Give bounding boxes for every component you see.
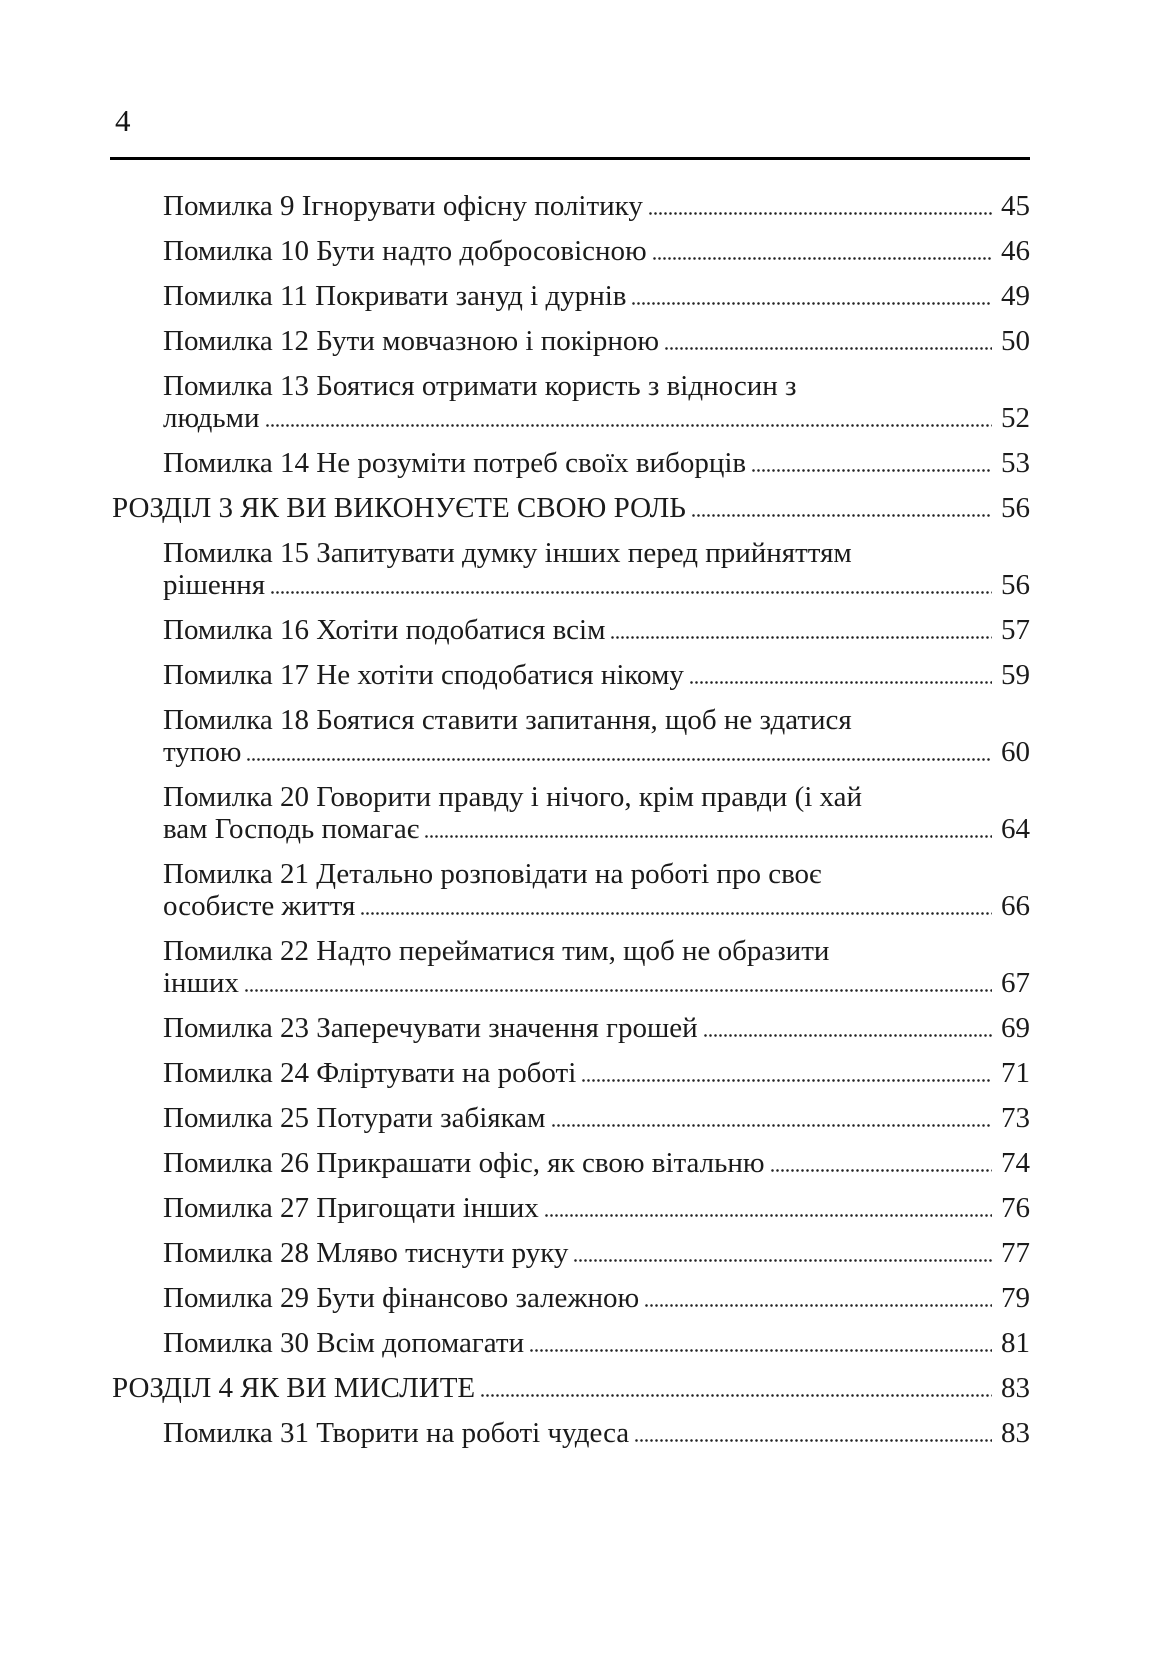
dot-leader [360,890,992,922]
toc-entry-line: Помилка 18 Боятися ставити запитання, щоб не здатися [163,704,852,736]
dot-leader [424,813,992,845]
toc-entry [112,1057,1030,1089]
dot-leader [551,1102,992,1134]
toc-page-number: 57 [1001,614,1030,646]
toc-entry-last-line [163,325,1030,357]
toc-page-number: 71 [1001,1057,1030,1089]
toc-entry [112,1102,1030,1134]
toc-entry-text: РОЗДІЛ 3 ЯК ВИ ВИКОНУЄТЕ СВОЮ РОЛЬ [112,492,686,524]
toc-page-number: 81 [1001,1327,1030,1359]
toc-entry [112,447,1030,479]
dot-leader [691,492,992,524]
toc-entry-text: Помилка 29 Бути фінансово залежною [163,1282,640,1314]
dot-leader [689,659,992,691]
toc-page-number: 64 [1001,813,1030,845]
toc-entry [112,280,1030,312]
toc-entry-text: людьми [163,402,260,434]
toc-page-number: 59 [1001,659,1030,691]
toc-entry-text: РОЗДІЛ 4 ЯК ВИ МИСЛИТЕ [112,1372,476,1404]
toc-entry-last-line [163,235,1030,267]
toc-entry-line: Помилка 20 Говорити правду і нічого, крім правди (і хай [163,781,863,813]
toc-page-number: 56 [1001,492,1030,524]
toc-entry-last-line [163,569,1030,601]
toc-entry-last-line [163,280,1030,312]
toc-entry [112,1282,1030,1314]
toc-entry-text: Помилка 23 Заперечувати значення грошей [163,1012,698,1044]
toc-entry-text: тупою [163,736,242,768]
toc-entry-text: Помилка 30 Всім допомагати [163,1327,525,1359]
toc-page-number: 45 [1001,190,1030,222]
toc-entry-text: Помилка 14 Не розуміти потреб своїх виборців [163,447,747,479]
toc-entry [112,1012,1030,1044]
toc-page-number: 79 [1001,1282,1030,1314]
toc-page-number: 53 [1001,447,1030,479]
toc-list [112,190,1030,1462]
toc-entry [112,1192,1030,1224]
toc-entry [112,858,1030,922]
toc-page-number: 50 [1001,325,1030,357]
toc-page-number: 66 [1001,890,1030,922]
toc-page-number: 69 [1001,1012,1030,1044]
dot-leader [265,402,992,434]
toc-page-number: 76 [1001,1192,1030,1224]
dot-leader [544,1192,992,1224]
toc-entry-last-line [163,813,1030,845]
toc-entry-text: Помилка 27 Пригощати інших [163,1192,539,1224]
dot-leader [244,967,992,999]
toc-entry-text: Помилка 28 Мляво тиснути руку [163,1237,569,1269]
toc-entry-last-line [163,967,1030,999]
toc-entry [112,614,1030,646]
toc-entry-text: вам Господь помагає [163,813,420,845]
dot-leader [634,1417,992,1449]
toc-page-number: 73 [1001,1102,1030,1134]
toc-entry [112,1237,1030,1269]
dot-leader [770,1147,992,1179]
toc-entry-last-line [163,890,1030,922]
toc-entry [112,704,1030,768]
toc-entry-last-line [163,190,1030,222]
toc-page-number: 77 [1001,1237,1030,1269]
toc-entry-last-line [163,1192,1030,1224]
toc-entry-last-line [163,1102,1030,1134]
toc-entry [112,370,1030,434]
toc-entry-last-line [163,402,1030,434]
toc-section-entry [112,492,1030,524]
toc-section-entry [112,1372,1030,1404]
toc-entry [112,235,1030,267]
dot-leader [664,325,992,357]
dot-leader [703,1012,992,1044]
toc-entry [112,659,1030,691]
dot-leader [270,569,992,601]
toc-entry-last-line [163,614,1030,646]
dot-leader [480,1372,992,1404]
toc-page-number: 56 [1001,569,1030,601]
toc-entry-last-line [163,659,1030,691]
toc-entry-line: Помилка 21 Детально розповідати на роботі про своє [163,858,822,890]
dot-leader [751,447,992,479]
dot-leader [246,736,992,768]
toc-entry-last-line [163,1327,1030,1359]
toc-entry-text: Помилка 24 Фліртувати на роботі [163,1057,577,1089]
toc-entry-last-line [163,1417,1030,1449]
toc-entry-last-line [163,1012,1030,1044]
toc-entry [112,537,1030,601]
toc-entry-last-line [112,492,1030,524]
toc-entry [112,935,1030,999]
toc-page-number: 74 [1001,1147,1030,1179]
toc-entry-line: Помилка 15 Запитувати думку інших перед прийняттям [163,537,852,569]
toc-page-number: 67 [1001,967,1030,999]
toc-entry-line: Помилка 13 Боятися отримати користь з відносин з [163,370,797,402]
toc-entry-last-line [163,1282,1030,1314]
toc-entry-text: Помилка 17 Не хотіти сподобатися нікому [163,659,684,691]
toc-entry [112,781,1030,845]
toc-page-number: 52 [1001,402,1030,434]
toc-page-number: 83 [1001,1417,1030,1449]
dot-leader [529,1327,992,1359]
toc-entry-text: Помилка 12 Бути мовчазною і покірною [163,325,660,357]
toc-entry-last-line [112,1372,1030,1404]
toc-entry-text: Помилка 9 Ігнорувати офісну політику [163,190,643,222]
dot-leader [581,1057,992,1089]
dot-leader [648,190,992,222]
toc-entry [112,1147,1030,1179]
toc-entry-text: Помилка 16 Хотіти подобатися всім [163,614,606,646]
toc-entry-text: рішення [163,569,266,601]
toc-entry-text: Помилка 26 Прикрашати офіс, як свою вітальню [163,1147,765,1179]
toc-entry-text: Помилка 31 Творити на роботі чудеса [163,1417,630,1449]
toc-entry-last-line [163,447,1030,479]
toc-entry [112,1327,1030,1359]
toc-entry-last-line [163,736,1030,768]
toc-page-number: 83 [1001,1372,1030,1404]
toc-entry [112,190,1030,222]
toc-entry [112,1417,1030,1449]
dot-leader [573,1237,992,1269]
toc-page-number: 46 [1001,235,1030,267]
toc-entry [112,325,1030,357]
dot-leader [610,614,992,646]
header-rule [110,157,1030,160]
toc-page-number: 60 [1001,736,1030,768]
toc-entry-text: Помилка 11 Покривати зануд і дурнів [163,280,627,312]
toc-entry-text: інших [163,967,239,999]
dot-leader [652,235,992,267]
toc-entry-last-line [163,1237,1030,1269]
running-head-page-number: 4 [115,103,131,138]
toc-page-number: 49 [1001,280,1030,312]
toc-entry-last-line [163,1057,1030,1089]
dot-leader [631,280,992,312]
toc-entry-text: Помилка 10 Бути надто добросовісною [163,235,647,267]
toc-entry-last-line [163,1147,1030,1179]
toc-entry-line: Помилка 22 Надто перейматися тим, щоб не образити [163,935,830,967]
dot-leader [644,1282,992,1314]
toc-entry-text: Помилка 25 Потурати забіякам [163,1102,546,1134]
toc-entry-text: особисте життя [163,890,356,922]
